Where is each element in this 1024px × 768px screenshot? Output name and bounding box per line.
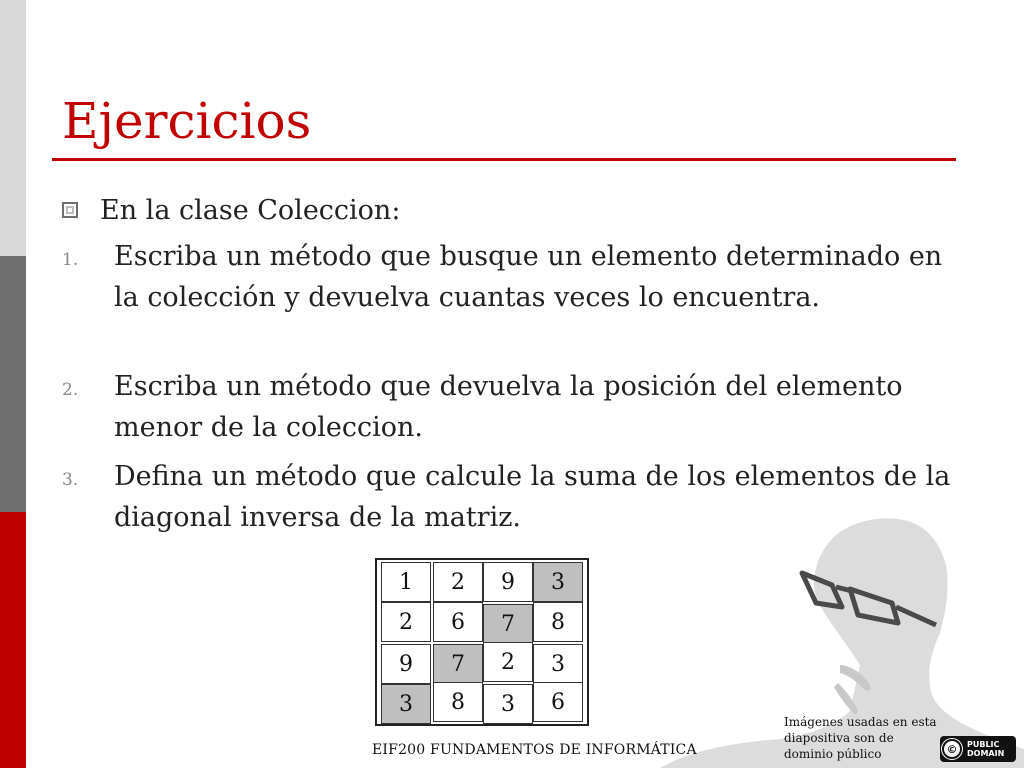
matrix-cell: 6 bbox=[433, 602, 483, 642]
matrix-cell-diagonal: 3 bbox=[533, 562, 583, 602]
title-underline bbox=[52, 158, 956, 161]
matrix-cell-diagonal: 3 bbox=[381, 684, 431, 724]
footer-course: EIF200 FUNDAMENTOS DE INFORMÁTICA bbox=[372, 742, 697, 758]
exercise-number: 2. bbox=[62, 380, 79, 400]
matrix-cell: 2 bbox=[483, 642, 533, 682]
matrix-cell: 3 bbox=[483, 684, 533, 724]
square-bullet-icon bbox=[62, 202, 78, 218]
exercise-number: 1. bbox=[62, 250, 79, 270]
exercise-text: Defina un método que calcule la suma de los elementos de la diagonal inversa de la matriz. bbox=[114, 461, 951, 533]
matrix-grid bbox=[375, 558, 589, 726]
exercise-2 bbox=[62, 366, 972, 448]
matrix-cell: 9 bbox=[381, 644, 431, 684]
bullet-text: En la clase Coleccion: bbox=[100, 194, 401, 226]
exercise-1 bbox=[62, 236, 972, 318]
image-credit: Imágenes usadas en esta diapositiva son de dominio público bbox=[784, 715, 937, 761]
sidebar-segment-red bbox=[0, 512, 26, 768]
matrix-cell: 2 bbox=[433, 562, 483, 602]
exercise-text: Escriba un método que busque un elemento determinado en la colección y devuelva cuantas veces lo encuentra. bbox=[114, 241, 943, 313]
sidebar-segment-light bbox=[0, 0, 26, 256]
sidebar-segment-dark bbox=[0, 256, 26, 512]
matrix-cell: 8 bbox=[433, 682, 483, 722]
exercise-number: 3. bbox=[62, 470, 79, 490]
matrix-cell: 3 bbox=[533, 644, 583, 684]
slide-title: Ejercicios bbox=[62, 92, 312, 150]
matrix-cell: 6 bbox=[533, 682, 583, 722]
bullet-item bbox=[62, 190, 400, 230]
matrix-cell: 1 bbox=[381, 562, 431, 602]
matrix-cell: 2 bbox=[381, 602, 431, 642]
public-domain-label: PUBLIC DOMAIN bbox=[967, 740, 1005, 758]
matrix-cell: 8 bbox=[533, 602, 583, 642]
public-domain-badge bbox=[940, 736, 1016, 762]
exercise-text: Escriba un método que devuelva la posición del elemento menor de la coleccion. bbox=[114, 371, 903, 443]
matrix-cell: 9 bbox=[483, 562, 533, 602]
matrix-cell-diagonal: 7 bbox=[483, 604, 533, 644]
public-domain-icon: © bbox=[942, 739, 962, 759]
matrix-cell-diagonal: 7 bbox=[433, 644, 483, 684]
